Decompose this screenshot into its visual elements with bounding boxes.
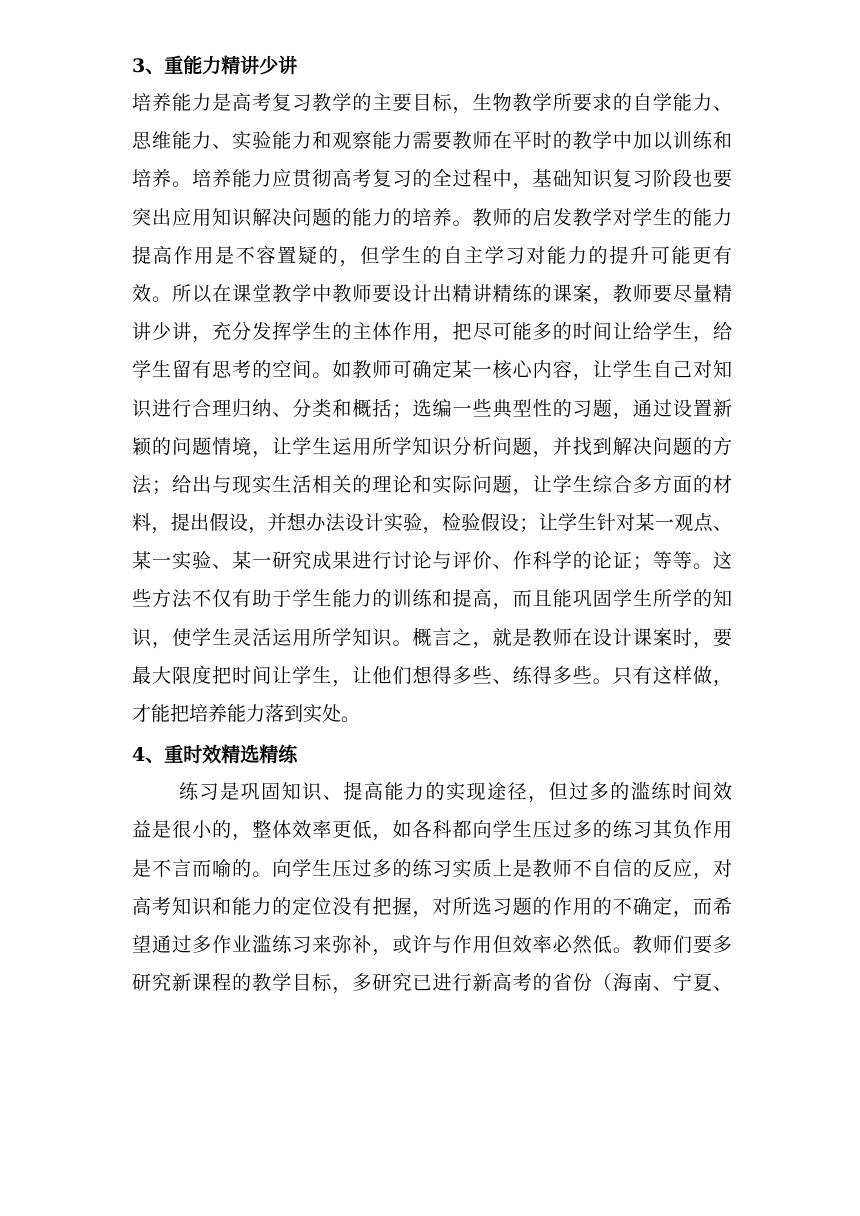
text-line: 才能把培养能力落到实处。 — [132, 703, 361, 725]
text-line: 研究新课程的教学目标，多研究已进行新高考的省份（海南、宁夏、 — [132, 972, 732, 995]
text-line: 突出应用知识解决问题的能力的培养。教师的启发教学对学生的能力 — [132, 206, 732, 229]
text-line: 识进行合理归纳、分类和概括；选编一些典型性的习题，通过设置新 — [132, 397, 732, 420]
text-line: 颖的问题情境，让学生运用所学知识分析问题，并找到解决问题的方 — [132, 435, 732, 458]
text-line: 效。所以在课堂教学中教师要设计出精讲精练的课案，教师要尽量精 — [132, 282, 732, 305]
text-line: 思维能力、实验能力和观察能力需要教师在平时的教学中加以训练和 — [132, 130, 732, 153]
text-line: 最大限度把时间让学生，让他们想得多些、练得多些。只有这样做， — [132, 664, 732, 687]
document-page — [132, 48, 732, 1002]
text-line: 法；给出与现实生活相关的理论和实际问题，让学生综合多方面的材 — [132, 473, 732, 496]
text-line: 高考知识和能力的定位没有把握，对所选习题的作用的不确定，而希 — [132, 895, 732, 918]
text-line: 练习是巩固知识、提高能力的实现途径，但过多的滥练时间效 — [179, 781, 732, 804]
text-line: 料，提出假设，并想办法设计实验，检验假设；让学生针对某一观点、 — [132, 512, 732, 535]
text-line: 培养能力是高考复习教学的主要目标，生物教学所要求的自学能力、 — [132, 92, 732, 114]
section-3-heading: 3、重能力精讲少讲 — [132, 55, 298, 77]
text-line: 某一实验、某一研究成果进行讨论与评价、作科学的论证；等等。这 — [132, 550, 732, 573]
text-line: 学生留有思考的空间。如教师可确定某一核心内容，让学生自己对知 — [132, 359, 732, 382]
text-line: 提高作用是不容置疑的，但学生的自主学习对能力的提升可能更有 — [132, 244, 732, 267]
section-4-heading: 4、重时效精选精练 — [132, 744, 298, 767]
section-3-paragraph — [132, 84, 732, 733]
text-line: 培养。培养能力应贯彻高考复习的全过程中，基础知识复习阶段也要 — [132, 168, 732, 191]
text-line: 讲少讲，充分发挥学生的主体作用，把尽可能多的时间让给学生，给 — [132, 321, 732, 344]
text-line: 识，使学生灵活运用所学知识。概言之，就是教师在设计课案时，要 — [132, 626, 732, 649]
text-line: 益是很小的，整体效率更低，如各科都向学生压过多的练习其负作用 — [132, 819, 732, 842]
text-line: 是不言而喻的。向学生压过多的练习实质上是教师不自信的反应，对 — [132, 857, 732, 880]
section-4-paragraph — [132, 773, 732, 1002]
text-line: 些方法不仅有助于学生能力的训练和提高，而且能巩固学生所学的知 — [132, 588, 732, 611]
text-line: 望通过多作业滥练习来弥补，或许与作用但效率必然低。教师们要多 — [132, 933, 732, 956]
